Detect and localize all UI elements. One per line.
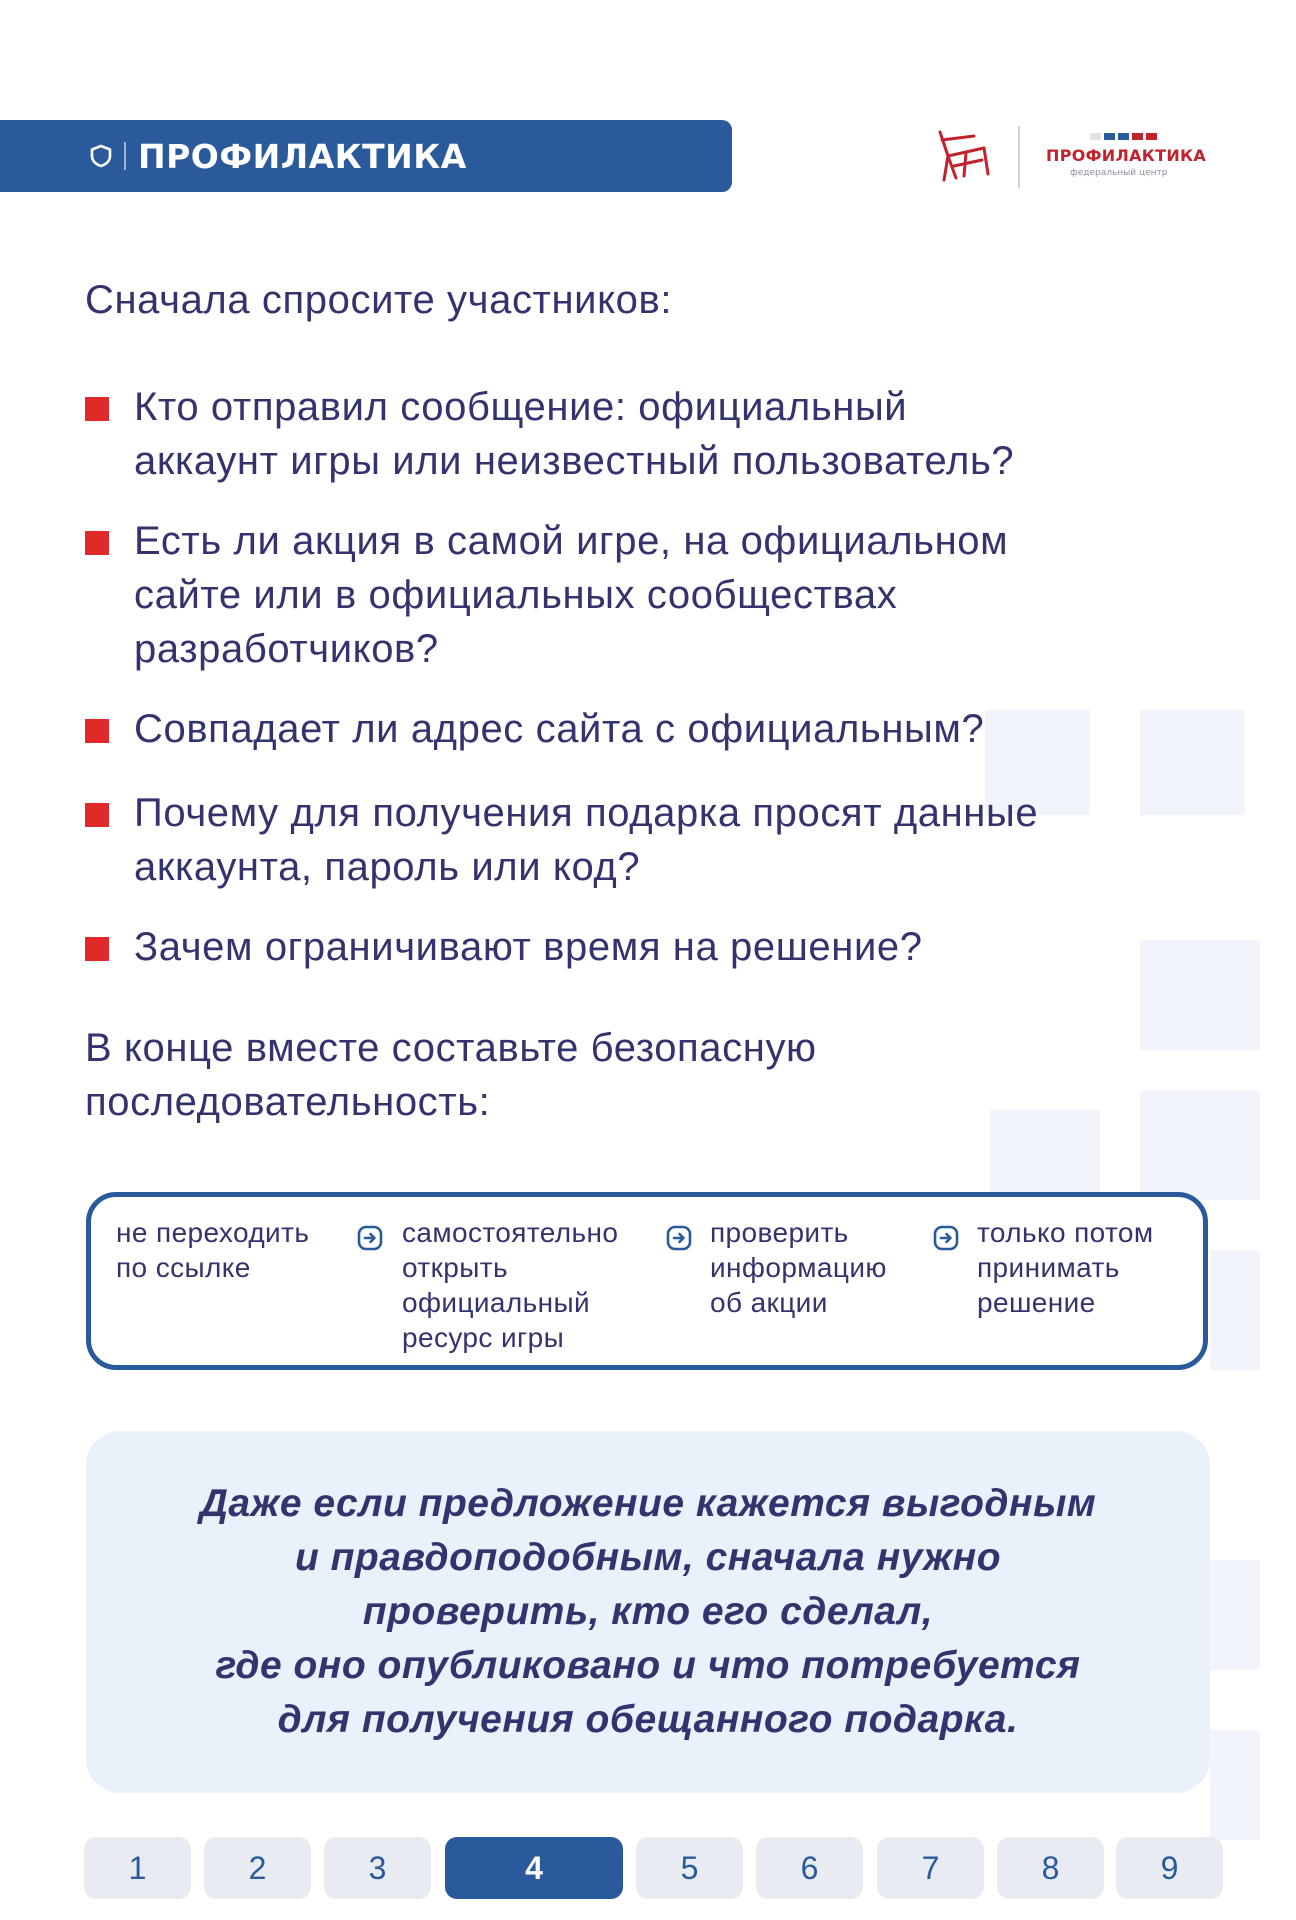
- outro-line: В конце вместе составьте безопасную: [85, 1026, 817, 1070]
- question-item: [85, 380, 1205, 488]
- question-line: сайте или в официальных сообществах: [134, 573, 898, 617]
- quote-line: Даже если предложение кажется выгодным: [199, 1482, 1097, 1525]
- logo-divider: [1018, 126, 1020, 188]
- question-line: аккаунта, пароль или код?: [134, 845, 641, 889]
- outro-text: [85, 1021, 1185, 1129]
- step-line: только потом: [977, 1217, 1154, 1248]
- quote-text: [128, 1477, 1168, 1747]
- bullet-square-icon: [85, 937, 109, 961]
- page-button-6[interactable]: 6: [756, 1837, 863, 1899]
- step-line: проверить: [710, 1217, 849, 1248]
- arrow-right-icon: [357, 1225, 383, 1251]
- page-button-7[interactable]: 7: [877, 1837, 984, 1899]
- question-line: Зачем ограничивают время на решение?: [134, 925, 923, 969]
- arrow-right-icon: [666, 1225, 692, 1251]
- step-line: информацию: [710, 1252, 887, 1283]
- logo-subtitle: федеральный центр: [1070, 168, 1168, 178]
- bullet-square-icon: [85, 719, 109, 743]
- decor-square: [1210, 1730, 1260, 1840]
- header-separator: [124, 142, 126, 170]
- question-line: Почему для получения подарка просят данные: [134, 791, 1039, 835]
- question-line: аккаунт игры или неизвестный пользователь?: [134, 439, 1015, 483]
- question-item: [85, 786, 1205, 894]
- quote-line: и правдоподобным, сначала нужно: [294, 1536, 1002, 1579]
- quote-line: где оно опубликовано и что потребуется: [215, 1644, 1081, 1687]
- page-button-8[interactable]: 8: [997, 1837, 1104, 1899]
- step-line: решение: [977, 1287, 1096, 1318]
- step-line: об акции: [710, 1287, 828, 1318]
- question-item: [85, 702, 1205, 756]
- page-button-9[interactable]: 9: [1116, 1837, 1223, 1899]
- decor-square: [1210, 1250, 1260, 1370]
- step-line: принимать: [977, 1252, 1120, 1283]
- arrow-right-icon: [933, 1225, 959, 1251]
- page-button-1[interactable]: 1: [84, 1837, 191, 1899]
- header-bar: [0, 120, 732, 192]
- question-line: Совпадает ли адрес сайта с официальным?: [134, 707, 985, 751]
- step-line: официальный: [402, 1287, 591, 1318]
- page-button-5[interactable]: 5: [636, 1837, 743, 1899]
- step-3: [710, 1215, 887, 1320]
- outro-line: последовательность:: [85, 1080, 491, 1124]
- question-item: [85, 920, 1205, 974]
- safe-sequence-box: [86, 1192, 1208, 1370]
- step-line: открыть: [402, 1252, 508, 1283]
- header-title: ПРОФИЛАКТИКА: [138, 136, 467, 176]
- step-line: ресурс игры: [402, 1322, 565, 1353]
- question-item: [85, 514, 1205, 676]
- question-line: Кто отправил сообщение: официальный: [134, 385, 908, 429]
- quote-line: для получения обещанного подарка.: [277, 1698, 1019, 1741]
- page-button-2[interactable]: 2: [204, 1837, 311, 1899]
- intro-text: Сначала спросите участников:: [85, 278, 673, 322]
- step-line: по ссылке: [116, 1252, 251, 1283]
- decor-square: [1210, 1560, 1260, 1670]
- quote-line: проверить, кто его сделал,: [362, 1590, 934, 1633]
- logo-name: ПРОФИЛАКТИКА: [1046, 146, 1207, 165]
- chair-logo-icon: [934, 126, 998, 186]
- question-line: разработчиков?: [134, 627, 439, 671]
- bullet-square-icon: [85, 397, 109, 421]
- quote-box: [86, 1431, 1210, 1793]
- page-button-3[interactable]: 3: [324, 1837, 431, 1899]
- bullet-square-icon: [85, 803, 109, 827]
- shield-icon: [88, 143, 114, 169]
- question-list: [85, 380, 1205, 974]
- step-4: [977, 1215, 1154, 1320]
- page-button-4-current[interactable]: 4: [445, 1837, 623, 1899]
- question-line: Есть ли акция в самой игре, на официальном: [134, 519, 1009, 563]
- bullet-square-icon: [85, 531, 109, 555]
- step-line: не переходить: [116, 1217, 310, 1248]
- step-line: самостоятельно: [402, 1217, 619, 1248]
- step-2: [402, 1215, 618, 1355]
- logo-flag-stripes: [1090, 133, 1157, 140]
- step-1: [116, 1215, 309, 1285]
- logo: [928, 120, 1228, 190]
